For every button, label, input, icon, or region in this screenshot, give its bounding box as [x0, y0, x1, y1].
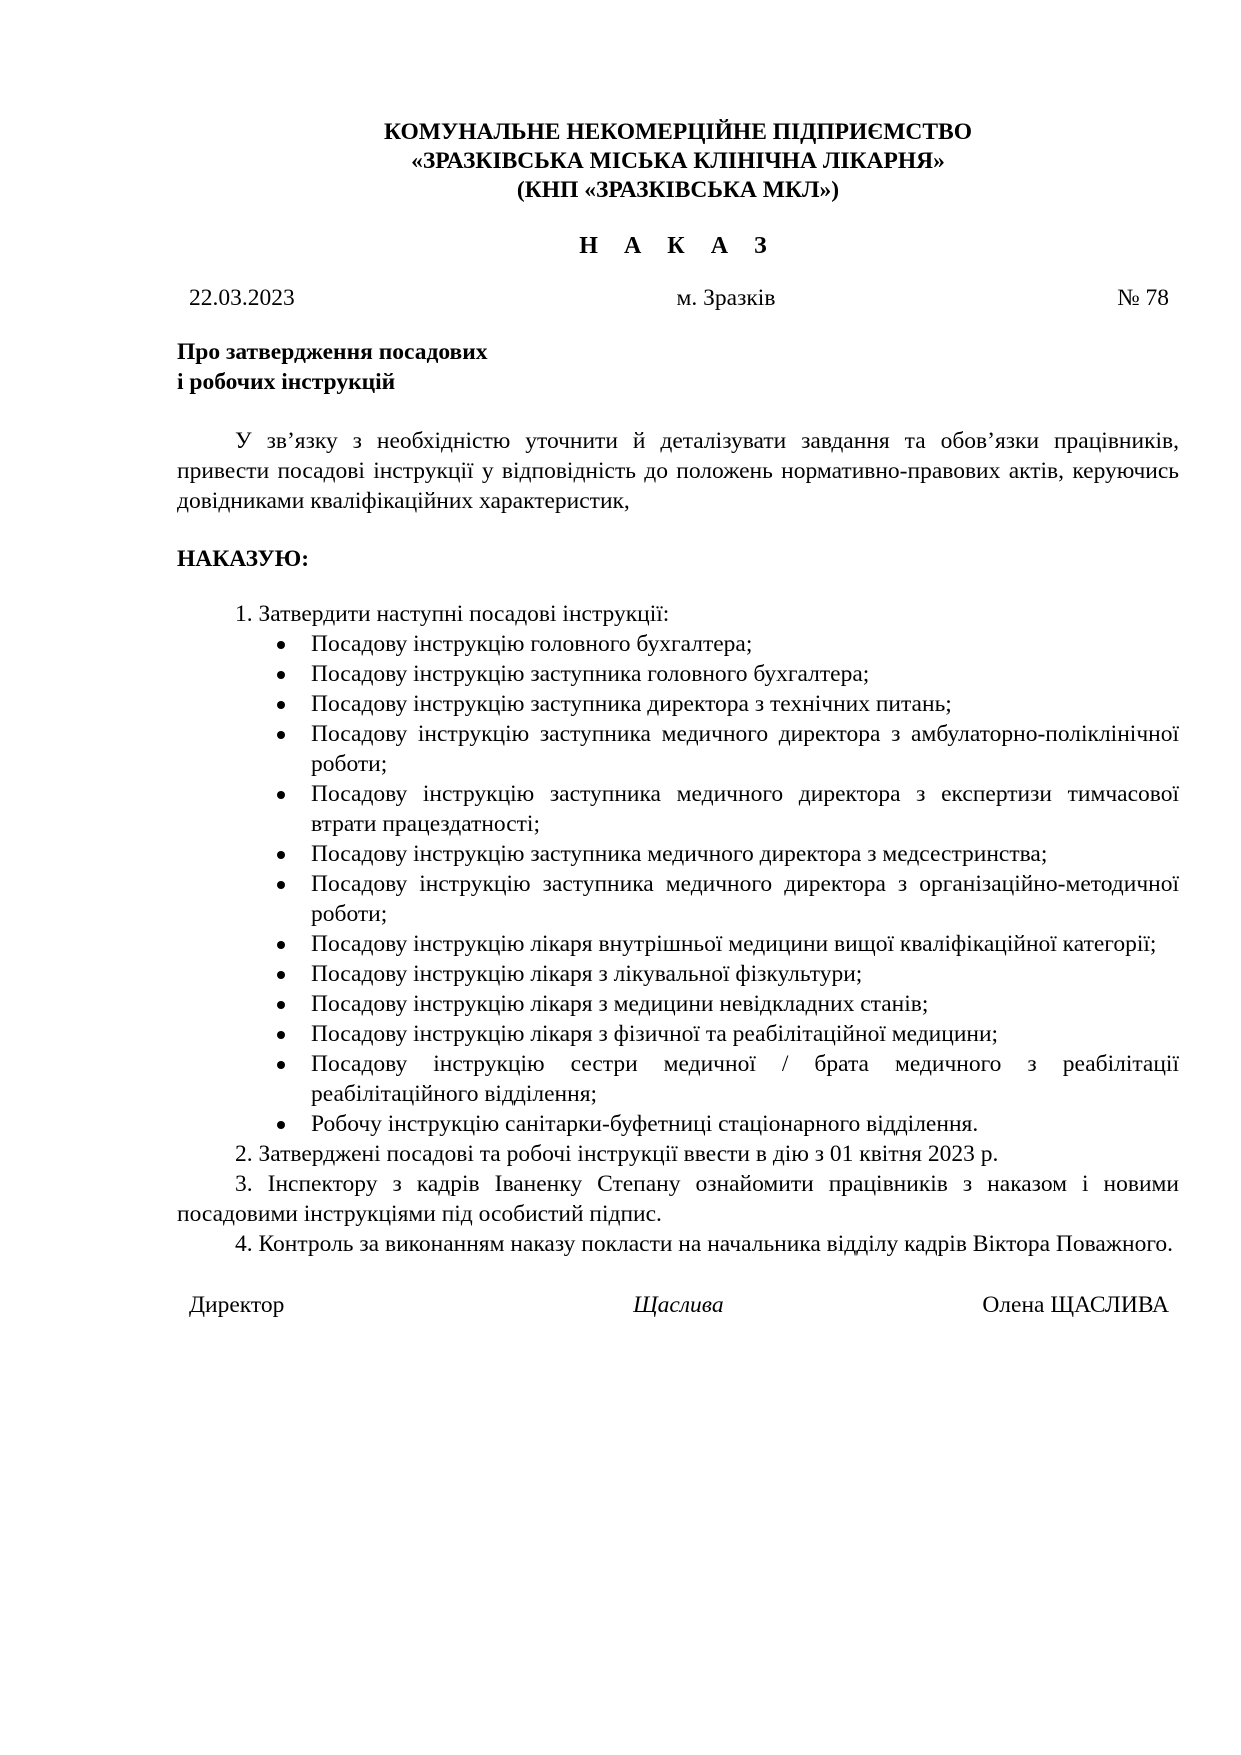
list-item — [177, 659, 1179, 689]
list-item — [177, 1109, 1179, 1139]
list-item-text: Посадову інструкцію заступника головного бухгалтера; — [311, 661, 870, 687]
bullet-icon — [277, 851, 285, 859]
list-item — [177, 839, 1179, 869]
document-place: м. Зразків — [676, 285, 776, 311]
list-item — [177, 959, 1179, 989]
list-item-text: Посадову інструкцію заступника медичного директора з медсестринства; — [311, 841, 1048, 867]
list-item-text: Посадову інструкцію лікаря з лікувальної фізкультури; — [311, 961, 863, 987]
order-item-1: 1. Затвердити наступні посадові інструкції: — [235, 601, 670, 627]
order-item-2: 2. Затверджені посадові та робочі інструкції ввести в дію з 01 квітня 2023 р. — [235, 1141, 999, 1167]
bullet-icon — [277, 971, 285, 979]
document-type-title: Н А К А З — [579, 233, 777, 259]
order-item-3: 3. Інспектору з кадрів Іваненку Степану ознайомити працівників з наказом і новими посадовими інструкціями під особистий підпис. — [177, 1171, 1179, 1227]
org-name-line-3: (КНП «ЗРАЗКІВСЬКА МКЛ») — [516, 177, 840, 203]
bullet-icon — [277, 1031, 285, 1039]
document-meta-row — [177, 283, 1179, 313]
list-item — [177, 869, 1179, 929]
list-item-text: Посадову інструкцію лікаря з фізичної та реабілітаційної медицини; — [311, 1021, 999, 1047]
list-item — [177, 1049, 1179, 1109]
bullet-icon — [277, 671, 285, 679]
signatory-position: Директор — [189, 1292, 285, 1318]
signatory-name: Олена ЩАСЛИВА — [982, 1292, 1169, 1318]
instructions-list — [177, 629, 1179, 1139]
bullet-icon — [277, 941, 285, 949]
bullet-icon — [277, 1061, 285, 1069]
document-number: № 78 — [1117, 285, 1169, 311]
order-keyword: НАКАЗУЮ: — [177, 546, 310, 572]
subject-line-1: Про затвердження посадових — [177, 339, 488, 365]
list-item-text: Посадову інструкцію заступника медичного директора з експертизи тимчасової втрати працездатності; — [311, 781, 1179, 837]
preamble-paragraph: У зв’язку з необхідністю уточнити й деталізувати завдання та обов’язки працівників, привести посадові інструкції у відповідність до положень нормативно-правових актів, керуючись довідниками кваліфікаційних характеристик, — [177, 428, 1179, 514]
handwritten-signature: Щаслива — [633, 1292, 724, 1318]
org-name-line-2: «ЗРАЗКІВСЬКА МІСЬКА КЛІНІЧНА ЛІКАРНЯ» — [411, 148, 945, 174]
list-item — [177, 989, 1179, 1019]
document-date: 22.03.2023 — [189, 285, 295, 311]
org-name-line-1: КОМУНАЛЬНЕ НЕКОМЕРЦІЙНЕ ПІДПРИЄМСТВО — [384, 119, 972, 145]
bullet-icon — [277, 701, 285, 709]
list-item — [177, 779, 1179, 839]
bullet-icon — [277, 791, 285, 799]
list-item — [177, 719, 1179, 779]
list-item-text: Посадову інструкцію головного бухгалтера; — [311, 631, 753, 657]
list-item-text: Посадову інструкцію заступника медичного директора з організаційно-методичної роботи; — [311, 871, 1179, 927]
list-item-text: Робочу інструкцію санітарки-буфетниці стаціонарного відділення. — [311, 1111, 979, 1137]
list-item-text: Посадову інструкцію заступника медичного директора з амбулаторно-поліклінічної роботи; — [311, 721, 1179, 777]
list-item-text: Посадову інструкцію лікаря внутрішньої медицини вищої кваліфікаційної категорії; — [311, 931, 1157, 957]
list-item-text: Посадову інструкцію сестри медичної / брата медичного з реабілітації реабілітаційного відділення; — [311, 1051, 1179, 1107]
signature-block — [177, 1290, 1179, 1320]
bullet-icon — [277, 881, 285, 889]
order-item-4: 4. Контроль за виконанням наказу покласти на начальника відділу кадрів Віктора Поважного. — [235, 1231, 1174, 1257]
bullet-icon — [277, 1121, 285, 1129]
list-item — [177, 929, 1179, 959]
list-item — [177, 629, 1179, 659]
bullet-icon — [277, 641, 285, 649]
list-item-text: Посадову інструкцію заступника директора з технічних питань; — [311, 691, 952, 717]
list-item-text: Посадову інструкцію лікаря з медицини невідкладних станів; — [311, 991, 929, 1017]
list-item — [177, 689, 1179, 719]
subject-line-2: і робочих інструкцій — [177, 369, 396, 395]
document-page — [177, 118, 1179, 1320]
bullet-icon — [277, 1001, 285, 1009]
list-item — [177, 1019, 1179, 1049]
document-subject — [177, 337, 1179, 397]
bullet-icon — [277, 731, 285, 739]
organization-header — [161, 118, 1195, 205]
